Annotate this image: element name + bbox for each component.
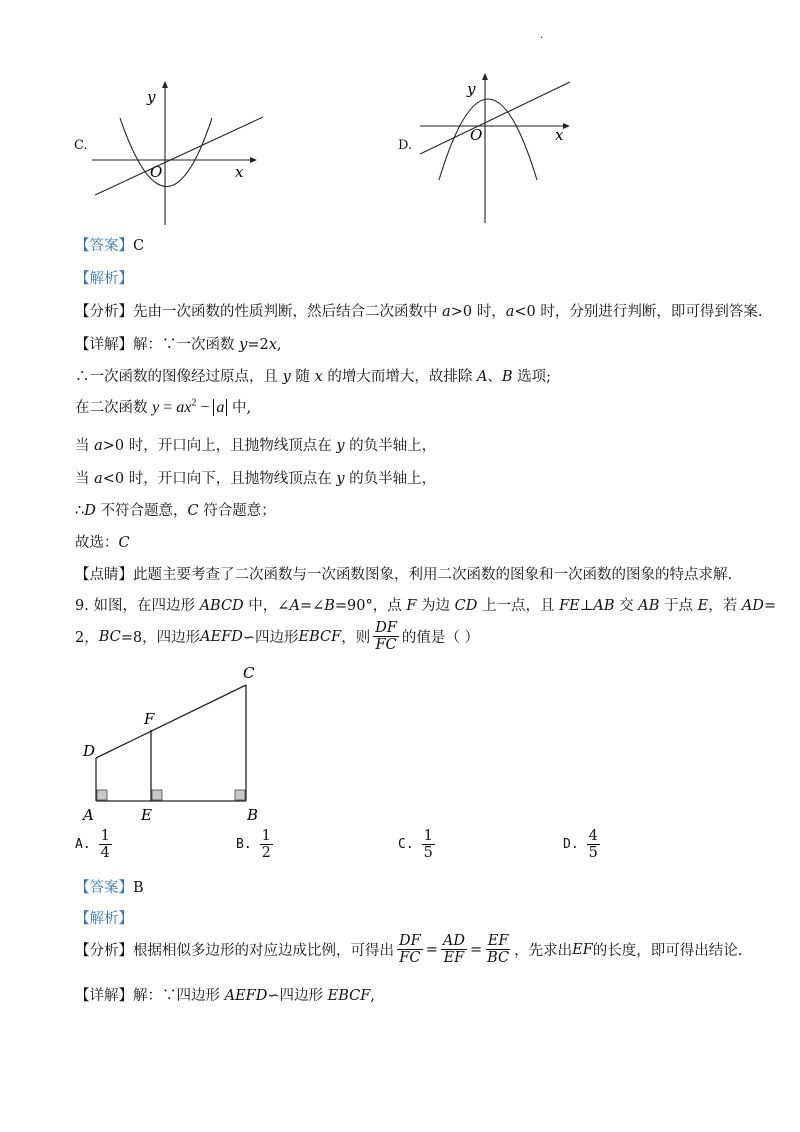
- q9-fenxi-frac-num: AD: [442, 933, 465, 949]
- q8-detail-var: y: [239, 337, 248, 353]
- q9-option-c: [398, 828, 438, 861]
- graph-d-origin-label: O: [470, 126, 483, 144]
- q8-detail-text: 选项;: [512, 369, 552, 385]
- q9-option-b-letter: B.: [236, 837, 252, 853]
- q9-text: 交: [614, 598, 639, 614]
- q9-detail-line-1: [75, 984, 375, 1005]
- q9-var: F: [406, 598, 417, 614]
- q9-figure-label-c: C: [243, 664, 255, 682]
- q9-option-d-num: 4: [588, 828, 598, 844]
- q8-detail-var: y: [336, 438, 345, 454]
- q9-text: 上一点，且: [477, 598, 560, 614]
- q8-fenxi-line: [75, 300, 763, 321]
- q9-fenxi-text: ，先求出: [514, 943, 573, 960]
- q9-option-a-letter: A.: [75, 837, 91, 853]
- q8-fenxi-tag: 【分析】: [75, 304, 133, 320]
- q9-ratio-numerator: DF: [375, 620, 397, 636]
- graph-d-y-label: y: [467, 80, 476, 98]
- q9-option-a-num: 1: [100, 828, 110, 844]
- q9-option-d-den: 5: [588, 845, 598, 862]
- q8-quadratic-formula: $y = ax^2 - a$: [152, 399, 227, 416]
- q9-answer-line: [75, 876, 144, 897]
- page-dot: .: [540, 30, 544, 41]
- q9-text: 于点: [659, 598, 698, 614]
- q9-option-d: [563, 828, 603, 861]
- q9-option-a-den: 4: [100, 845, 110, 862]
- q9-option-c-den: 5: [423, 845, 433, 862]
- q8-detail-text: 的增大而增大，故排除: [322, 369, 477, 385]
- q9-analysis-tag: 【解析】: [75, 911, 133, 927]
- q9-fenxi-frac-den: FC: [399, 950, 421, 967]
- q9-option-a: [75, 828, 115, 861]
- q9-text: 9. 如图，在四边形: [75, 598, 200, 614]
- q9-text: 2，: [75, 630, 99, 647]
- q9-fenxi-text: 根据相似多边形的对应边成比例，可得出: [133, 943, 394, 960]
- q9-text: ，则: [341, 630, 371, 647]
- q8-detail-text: 、: [487, 369, 502, 385]
- q9-option-b-num: 1: [261, 828, 271, 844]
- q8-fenxi-text: <0 时，分别进行判断，即可得到答案.: [514, 304, 763, 320]
- q8-detail-text: =2: [247, 337, 269, 353]
- q9-detail-text: ,: [370, 988, 375, 1004]
- q9-detail-var: AEFD: [224, 988, 268, 1004]
- q9-detail-text: 解：∵四边形: [133, 988, 225, 1004]
- q8-detail-var: x: [314, 369, 323, 385]
- q9-fenxi-fraction-1: [397, 933, 423, 966]
- q8-detail-var: C: [118, 535, 130, 551]
- q8-detail-var: B: [501, 369, 513, 385]
- q8-detail-var: a: [94, 438, 103, 454]
- q8-detail-text: 在二次函数: [75, 400, 153, 416]
- q8-detail-text: ,: [276, 337, 282, 353]
- q8-detail-text: 故选：: [75, 535, 119, 551]
- graph-c-x-label: x: [235, 163, 244, 181]
- q8-detail-text: 的负半轴上，: [344, 438, 437, 454]
- q9-var: AB: [593, 598, 615, 614]
- q9-var: CD: [454, 598, 478, 614]
- q9-text: =∠: [299, 598, 325, 614]
- q9-figure-label-a: A: [83, 806, 94, 824]
- q9-detail-tag: 【详解】: [75, 988, 133, 1004]
- q9-var: E: [697, 598, 709, 614]
- q9-text: 为边: [416, 598, 455, 614]
- q8-fenxi-text: >0 时，: [450, 304, 506, 320]
- graph-c: [90, 80, 265, 230]
- q9-detail-text: ∽四边形: [267, 988, 328, 1004]
- q9-figure-label-f: F: [144, 710, 155, 728]
- q8-detail-line-3: [75, 396, 251, 417]
- q9-var: AB: [638, 598, 660, 614]
- q9-var: AD: [741, 598, 764, 614]
- graph-c-y-label: y: [147, 88, 156, 106]
- q8-detail-var: x: [268, 337, 277, 353]
- q9-var: ABCD: [199, 598, 244, 614]
- q8-detail-text: <0 时，开口向下，且抛物线顶点在: [102, 471, 337, 487]
- q9-fenxi-fraction-2: [441, 933, 467, 966]
- q8-detail-line-1: [75, 333, 281, 354]
- q8-fenxi-var: a: [442, 304, 451, 320]
- q9-question-line-2: [75, 620, 479, 653]
- q9-text: 的值是（ ）: [401, 630, 480, 647]
- q8-detail-line-2: [75, 365, 551, 386]
- q8-dianjing-line: [75, 563, 732, 584]
- q8-detail-var: a: [94, 471, 103, 487]
- q9-fenxi-line: [75, 933, 742, 966]
- q8-detail-text: 随: [290, 369, 315, 385]
- q8-detail-text: 不符合题意，: [95, 503, 188, 519]
- q9-fenxi-tag: 【分析】: [75, 943, 133, 960]
- q8-detail-text: >0 时，开口向上，且抛物线顶点在: [102, 438, 337, 454]
- q9-figure-label-b: B: [247, 806, 259, 824]
- q8-detail-var: y: [336, 471, 345, 487]
- q9-fenxi-fraction-3: [485, 933, 511, 966]
- q8-answer: C: [133, 238, 145, 254]
- q9-fenxi-frac-den: EF: [443, 950, 465, 967]
- q9-text: ∽四边形: [242, 630, 299, 647]
- graph-d-option-label: D.: [398, 138, 413, 153]
- q9-fenxi-frac-num: DF: [399, 933, 421, 949]
- q8-dianjing-text: 此题主要考查了二次函数与一次函数图象，利用二次函数的图象和一次函数的图象的特点求解.: [133, 567, 733, 583]
- graph-d: [415, 68, 585, 228]
- q8-detail-var: D: [84, 503, 96, 519]
- q8-detail-line-5: [75, 467, 436, 488]
- q9-option-b-den: 2: [261, 845, 271, 862]
- q9-fenxi-text: 的长度，即可得出结论.: [592, 943, 743, 960]
- graph-c-origin-label: O: [150, 163, 163, 181]
- q9-var: BC: [98, 628, 121, 645]
- q9-text: =: [763, 598, 777, 614]
- q9-quadrilateral-figure: [78, 660, 268, 830]
- q8-analysis-line: [75, 267, 133, 288]
- q9-text: 中，∠: [243, 598, 290, 614]
- q8-detail-text: 符合题意；: [198, 503, 276, 519]
- q9-answer: B: [133, 880, 144, 896]
- q9-var: EBCF: [298, 628, 342, 645]
- q9-option-c-fraction: [422, 828, 435, 861]
- q9-analysis-line: [75, 907, 133, 928]
- q9-var: B: [324, 598, 335, 614]
- q9-question-line-1: [75, 594, 776, 615]
- q9-figure-label-e: E: [141, 806, 152, 824]
- q8-detail-line-4: [75, 434, 436, 455]
- q8-answer-line: [75, 234, 144, 255]
- q9-detail-var: EBCF: [327, 988, 371, 1004]
- q8-detail-text: 的负半轴上，: [344, 471, 437, 487]
- q8-detail-var: C: [187, 503, 199, 519]
- q8-fenxi-var: a: [505, 304, 515, 320]
- q9-option-a-fraction: [99, 828, 112, 861]
- q9-text: =90°，点: [334, 598, 407, 614]
- q9-var: AEFD: [200, 628, 243, 645]
- q9-ratio-denominator: FC: [375, 637, 397, 654]
- q9-var: FE: [559, 598, 580, 614]
- q8-detail-text: ∴一次函数的图像经过原点，且: [75, 369, 283, 385]
- q8-detail-text: ∴: [75, 503, 85, 519]
- q9-text: ，若: [708, 598, 742, 614]
- q8-detail-var: y: [282, 369, 291, 385]
- q8-detail-text: 解：∵一次函数: [133, 337, 240, 353]
- q9-equals-sign: =: [425, 941, 438, 958]
- q9-option-d-fraction: [587, 828, 600, 861]
- q8-detail-var: A: [476, 369, 488, 385]
- q8-detail-tag: 【详解】: [75, 337, 133, 353]
- q8-answer-tag: 【答案】: [75, 238, 133, 254]
- graph-d-x-label: x: [555, 126, 564, 144]
- q9-option-b-fraction: [260, 828, 273, 861]
- q9-option-d-letter: D.: [563, 837, 579, 853]
- q8-fenxi-text: 先由一次函数的性质判断，然后结合二次函数中: [133, 304, 443, 320]
- q9-option-c-num: 1: [423, 828, 433, 844]
- q8-detail-text: 当: [75, 471, 95, 487]
- q9-var: A: [289, 598, 300, 614]
- q9-fenxi-frac-den: BC: [487, 950, 510, 967]
- q8-detail-line-6: [75, 499, 276, 520]
- q9-ratio-fraction: [373, 620, 399, 653]
- q9-option-b: [236, 828, 276, 861]
- q9-answer-tag: 【答案】: [75, 880, 133, 896]
- q8-detail-line-7: [75, 531, 130, 552]
- q9-equals-sign: =: [469, 941, 483, 958]
- q9-option-c-letter: C.: [398, 837, 414, 853]
- graph-c-option-label: C.: [74, 138, 88, 153]
- q9-fenxi-frac-num: EF: [487, 933, 509, 949]
- q9-text: =8，四边形: [120, 630, 201, 647]
- q9-text: ⊥: [579, 598, 594, 614]
- q9-fenxi-var: EF: [572, 941, 593, 958]
- q8-detail-text: 当: [75, 438, 95, 454]
- q8-analysis-tag: 【解析】: [75, 271, 133, 287]
- q8-dianjing-tag: 【点睛】: [75, 567, 133, 583]
- q9-figure-label-d: D: [83, 742, 96, 760]
- q8-detail-text: 中,: [227, 400, 252, 416]
